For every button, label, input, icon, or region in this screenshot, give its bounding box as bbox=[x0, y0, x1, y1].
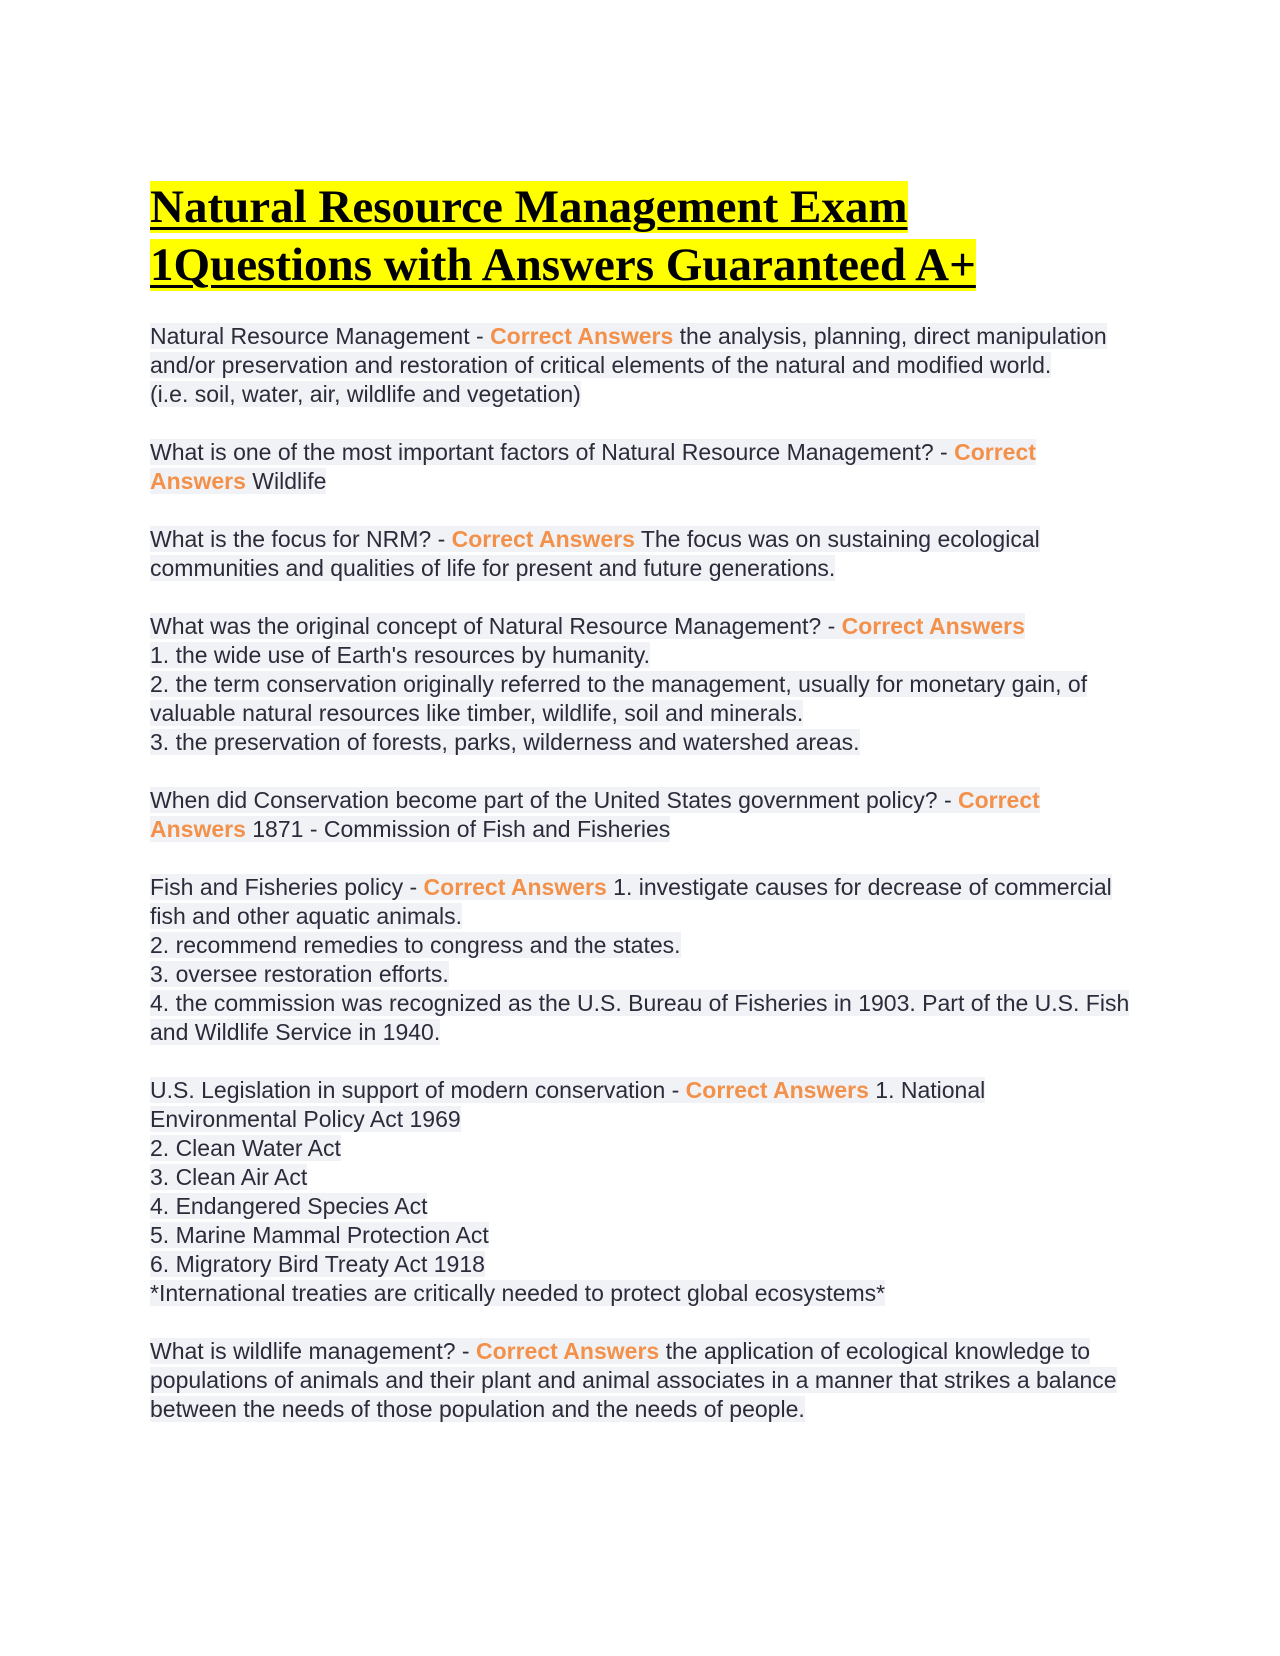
answer-line: 3. the preservation of forests, parks, wilderness and watershed areas. bbox=[150, 729, 860, 755]
qa-item bbox=[150, 525, 1130, 583]
correct-answers-label: Correct Answers bbox=[841, 613, 1025, 639]
qa-first-line bbox=[150, 1338, 1117, 1422]
answer-line: 2. Clean Water Act bbox=[150, 1135, 341, 1161]
qa-item bbox=[150, 873, 1130, 1047]
question-text: U.S. Legislation in support of modern conservation - bbox=[150, 1077, 686, 1103]
qa-first-line bbox=[150, 787, 1040, 842]
answer-line: (i.e. soil, water, air, wildlife and vegetation) bbox=[150, 381, 581, 407]
document-title bbox=[150, 178, 1130, 294]
qa-first-line bbox=[150, 323, 1107, 378]
answer-text: 1871 - Commission of Fish and Fisheries bbox=[252, 816, 671, 842]
correct-answers-label: Correct Answers bbox=[451, 526, 635, 552]
question-text: When did Conservation become part of the United States government policy? - bbox=[150, 787, 958, 813]
qa-first-line bbox=[150, 1077, 985, 1132]
qa-item bbox=[150, 612, 1130, 757]
qa-first-line bbox=[150, 613, 1025, 639]
title-line-2: 1Questions with Answers Guaranteed A+ bbox=[150, 239, 976, 291]
document-page bbox=[150, 178, 1130, 1453]
question-text: What is one of the most important factors of Natural Resource Management? - bbox=[150, 439, 955, 465]
answer-text: Wildlife bbox=[252, 468, 327, 494]
qa-list bbox=[150, 322, 1130, 1424]
answer-line: 4. Endangered Species Act bbox=[150, 1193, 428, 1219]
qa-item bbox=[150, 1337, 1130, 1424]
qa-item bbox=[150, 1076, 1130, 1308]
correct-answers-label: Correct Answers bbox=[423, 874, 607, 900]
title-line-1: Natural Resource Management Exam bbox=[150, 181, 908, 233]
answer-line: 1. the wide use of Earth's resources by humanity. bbox=[150, 642, 650, 668]
question-text: What is wildlife management? - bbox=[150, 1338, 476, 1364]
correct-answers-label: Correct Answers bbox=[150, 787, 1040, 842]
question-text: Fish and Fisheries policy - bbox=[150, 874, 424, 900]
answer-text: The focus was on sustaining ecological communities and qualities of life for present and future generations. bbox=[150, 526, 1040, 581]
answer-line: 5. Marine Mammal Protection Act bbox=[150, 1222, 489, 1248]
correct-answers-label: Correct Answers bbox=[685, 1077, 869, 1103]
answer-line: 2. recommend remedies to congress and the states. bbox=[150, 932, 681, 958]
qa-item bbox=[150, 438, 1130, 496]
answer-line: *International treaties are critically needed to protect global ecosystems* bbox=[150, 1280, 886, 1306]
answer-line: 4. the commission was recognized as the U.S. Bureau of Fisheries in 1903. Part of the U.S. Fish and Wildlife Service in 1940. bbox=[150, 990, 1130, 1045]
qa-item bbox=[150, 322, 1130, 409]
qa-first-line bbox=[150, 874, 1112, 929]
qa-first-line bbox=[150, 526, 1040, 581]
question-text: What is the focus for NRM? - bbox=[150, 526, 452, 552]
answer-text: 1. investigate causes for decrease of commercial fish and other aquatic animals. bbox=[150, 874, 1112, 929]
answer-text: the application of ecological knowledge to populations of animals and their plant and animal associates in a manner that strikes a balance between the needs of those population and the needs of people. bbox=[150, 1338, 1117, 1422]
correct-answers-label: Correct Answers bbox=[150, 439, 1036, 494]
qa-item bbox=[150, 786, 1130, 844]
answer-line: 3. Clean Air Act bbox=[150, 1164, 308, 1190]
correct-answers-label: Correct Answers bbox=[475, 1338, 660, 1364]
answer-text: the analysis, planning, direct manipulation and/or preservation and restoration of critical elements of the natural and modified world. bbox=[150, 323, 1107, 378]
qa-first-line bbox=[150, 439, 1036, 494]
answer-line: 2. the term conservation originally referred to the management, usually for monetary gain, of valuable natural resources like timber, wildlife, soil and minerals. bbox=[150, 671, 1088, 726]
answer-text: 1. National Environmental Policy Act 1969 bbox=[150, 1077, 986, 1132]
question-text: Natural Resource Management - bbox=[150, 323, 491, 349]
answer-line: 6. Migratory Bird Treaty Act 1918 bbox=[150, 1251, 485, 1277]
correct-answers-label: Correct Answers bbox=[490, 323, 674, 349]
question-text: What was the original concept of Natural Resource Management? - bbox=[150, 613, 842, 639]
answer-line: 3. oversee restoration efforts. bbox=[150, 961, 449, 987]
